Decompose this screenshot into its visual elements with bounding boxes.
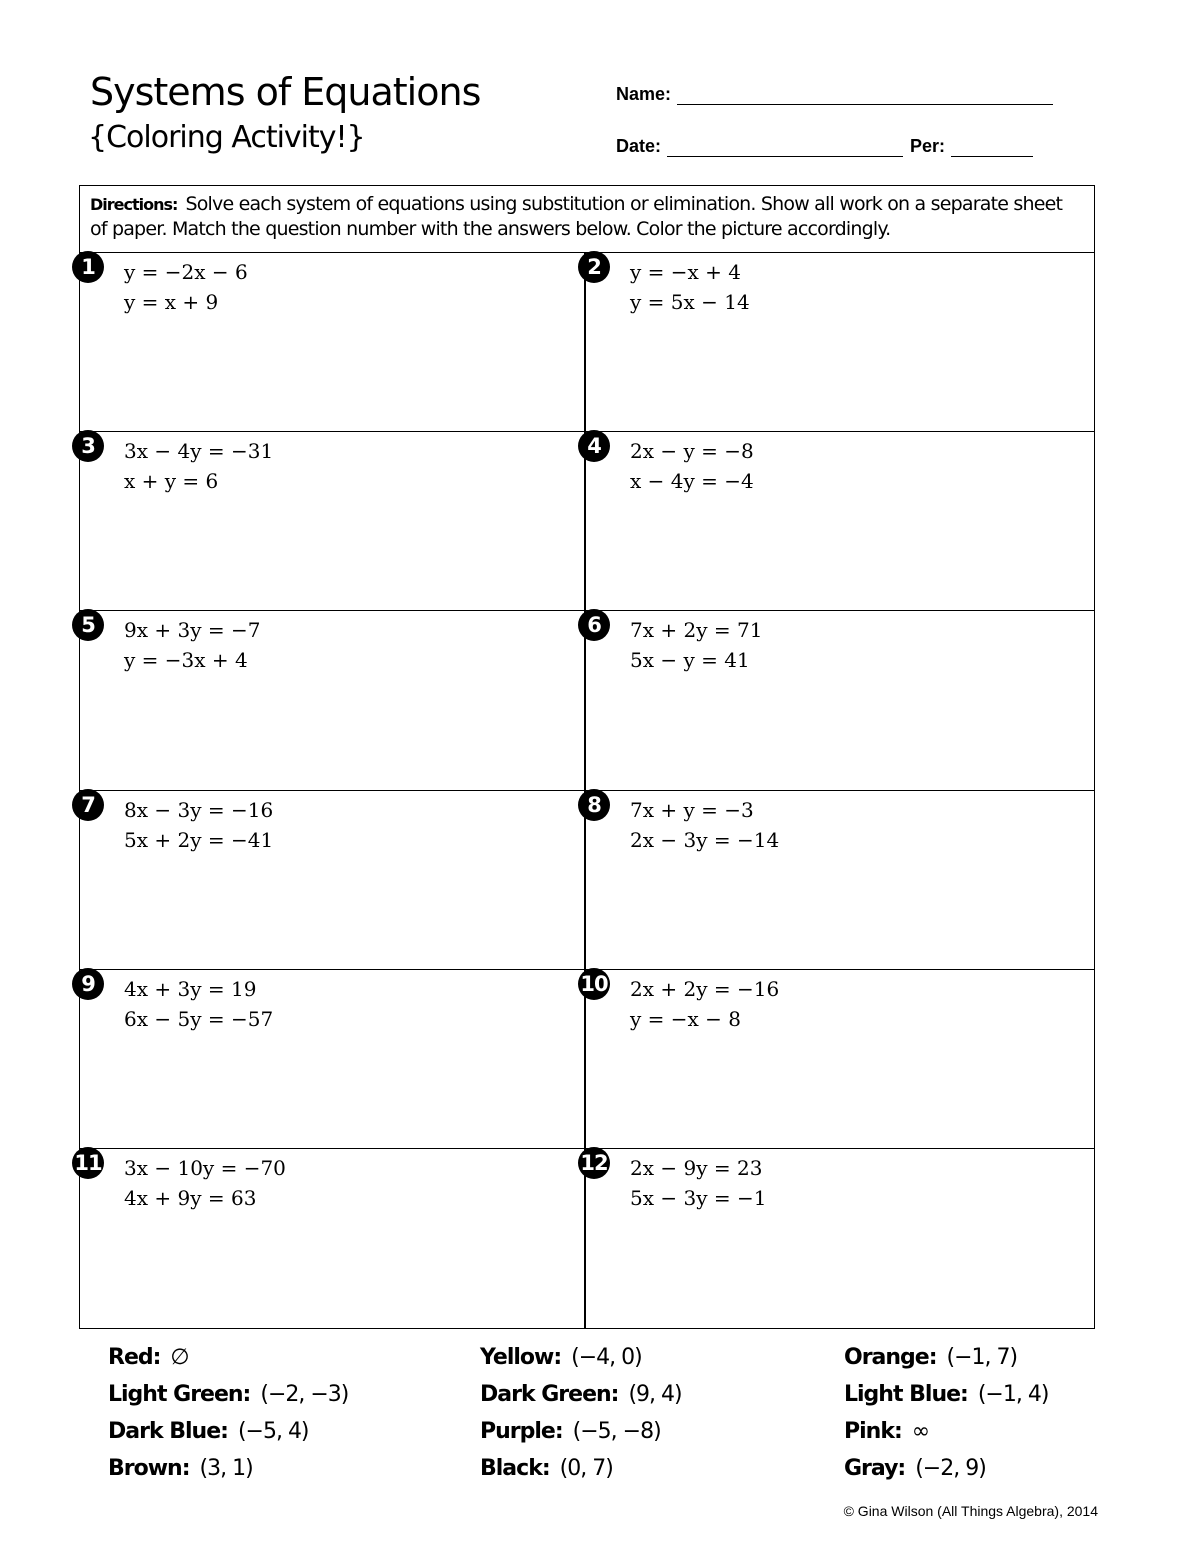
key-answer: (−1, 7)	[946, 1345, 1018, 1370]
key-entry	[108, 1456, 253, 1481]
problem-cell	[80, 791, 586, 970]
problem-number-badge: 9	[72, 968, 104, 1000]
equation-system	[630, 1153, 766, 1213]
key-color: Yellow:	[480, 1345, 562, 1370]
key-entry	[480, 1419, 661, 1444]
problem-number-badge: 7	[72, 789, 104, 821]
page-subtitle: {Coloring Activity!}	[88, 120, 365, 155]
name-label: Name:	[616, 84, 672, 104]
problem-cell	[74, 1149, 586, 1328]
key-answer: (−2, −3)	[260, 1382, 349, 1407]
key-answer: (0, 7)	[559, 1456, 613, 1481]
key-color: Gray:	[844, 1456, 906, 1481]
problem-number-badge: 4	[578, 430, 610, 462]
equation-system	[124, 257, 248, 317]
key-color: Red:	[108, 1345, 161, 1370]
equation-system	[630, 615, 762, 675]
problem-cell	[586, 791, 1094, 970]
equation: 5x − 3y = −1	[630, 1185, 767, 1210]
key-answer: (−1, 4)	[977, 1382, 1049, 1407]
key-entry	[844, 1419, 929, 1444]
equation: y = −x − 8	[630, 1006, 742, 1031]
equation-system	[124, 615, 260, 675]
directions-label: Directions:	[90, 195, 178, 214]
equation: y = 5x − 14	[630, 290, 750, 314]
equation-system	[630, 795, 779, 855]
key-answer: ∞	[911, 1419, 930, 1444]
period-label: Per:	[910, 136, 946, 156]
period-blank-line	[951, 138, 1033, 157]
equation-system	[124, 1153, 286, 1213]
copyright-notice: © Gina Wilson (All Things Algebra), 2014	[843, 1503, 1098, 1519]
equation: 2x − 9y = 23	[630, 1155, 763, 1180]
equation: 6x − 5y = −57	[124, 1006, 274, 1031]
key-color: Dark Green:	[480, 1382, 619, 1407]
equation: 5x + 2y = −41	[124, 827, 274, 852]
key-entry	[480, 1382, 682, 1407]
equation: 4x + 3y = 19	[124, 976, 257, 1001]
equation-system	[630, 436, 754, 496]
problem-number-badge: 10	[578, 968, 610, 1000]
equation: 8x − 3y = −16	[124, 797, 274, 822]
key-color: Light Green:	[108, 1382, 251, 1407]
equation: 7x + y = −3	[630, 797, 754, 822]
problem-cell	[580, 1149, 1094, 1328]
problem-cell	[580, 970, 1094, 1149]
worksheet-box	[74, 185, 1095, 1329]
equation-system	[124, 974, 273, 1034]
directions	[80, 186, 1094, 253]
key-color: Orange:	[844, 1345, 937, 1370]
key-answer: (−2, 9)	[915, 1456, 986, 1481]
equation: 3x − 10y = −70	[124, 1155, 286, 1180]
equation: 2x + 2y = −16	[630, 976, 780, 1001]
problem-number-badge: 2	[578, 251, 610, 283]
key-answer: ∅	[170, 1345, 189, 1370]
name-field	[616, 84, 1053, 105]
problem-number-badge: 5	[72, 609, 104, 641]
date-blank-line	[667, 138, 903, 157]
equation: 2x − y = −8	[630, 439, 754, 464]
problem-number-badge: 12	[578, 1147, 610, 1179]
key-entry	[844, 1345, 1017, 1370]
problem-cell	[80, 253, 586, 432]
key-color: Light Blue:	[844, 1382, 968, 1407]
key-entry	[844, 1382, 1048, 1407]
problem-cell	[80, 432, 586, 611]
equation: y = x + 9	[124, 290, 219, 314]
equation-system	[124, 795, 273, 855]
key-entry	[108, 1382, 348, 1407]
problem-grid	[74, 253, 1094, 1328]
key-answer: (−4, 0)	[571, 1345, 642, 1370]
key-entry	[108, 1345, 189, 1370]
equation-system	[630, 974, 779, 1034]
equation: 7x + 2y = 71	[630, 618, 763, 643]
key-color: Purple:	[480, 1419, 563, 1444]
name-blank-line	[677, 86, 1053, 105]
equation: 5x − y = 41	[630, 648, 750, 673]
key-answer: (−5, 4)	[237, 1419, 309, 1444]
equation: y = −2x − 6	[124, 260, 248, 284]
key-color: Black:	[480, 1456, 550, 1481]
problem-cell	[80, 970, 586, 1149]
problem-cell	[80, 611, 586, 790]
date-field	[616, 136, 903, 157]
key-entry	[108, 1419, 309, 1444]
equation: 9x + 3y = −7	[124, 618, 261, 643]
key-answer: (−5, −8)	[572, 1419, 661, 1444]
equation: 4x + 9y = 63	[124, 1185, 257, 1210]
equation: y = −3x + 4	[124, 648, 248, 673]
equation: y = −x + 4	[630, 260, 742, 284]
equation: 3x − 4y = −31	[124, 439, 274, 464]
problem-number-badge: 11	[72, 1147, 104, 1179]
directions-text: Solve each system of equations using substitution or elimination. Show all work on a separate sheet of paper. Match the question number with the answers below. Color the picture accordingly.	[90, 193, 1063, 240]
page-title: Systems of Equations	[90, 70, 481, 114]
key-entry	[844, 1456, 986, 1481]
key-entry	[480, 1345, 642, 1370]
problem-cell	[586, 432, 1094, 611]
equation: x − 4y = −4	[630, 469, 754, 494]
problem-number-badge: 3	[72, 430, 104, 462]
equation-system	[630, 257, 750, 317]
date-label: Date:	[616, 136, 662, 156]
equation: x + y = 6	[124, 469, 219, 494]
key-color: Brown:	[108, 1456, 190, 1481]
problem-cell	[586, 611, 1094, 790]
problem-number-badge: 1	[72, 251, 104, 283]
problem-number-badge: 8	[578, 789, 610, 821]
problem-number-badge: 6	[578, 609, 610, 641]
equation: 2x − 3y = −14	[630, 827, 780, 852]
key-color: Dark Blue:	[108, 1419, 228, 1444]
key-answer: (3, 1)	[199, 1456, 253, 1481]
key-color: Pink:	[844, 1419, 902, 1444]
period-field	[910, 136, 1033, 157]
answer-key	[108, 1345, 1108, 1495]
equation-system	[124, 436, 273, 496]
key-entry	[480, 1456, 613, 1481]
key-answer: (9, 4)	[628, 1382, 682, 1407]
problem-cell	[586, 253, 1094, 432]
